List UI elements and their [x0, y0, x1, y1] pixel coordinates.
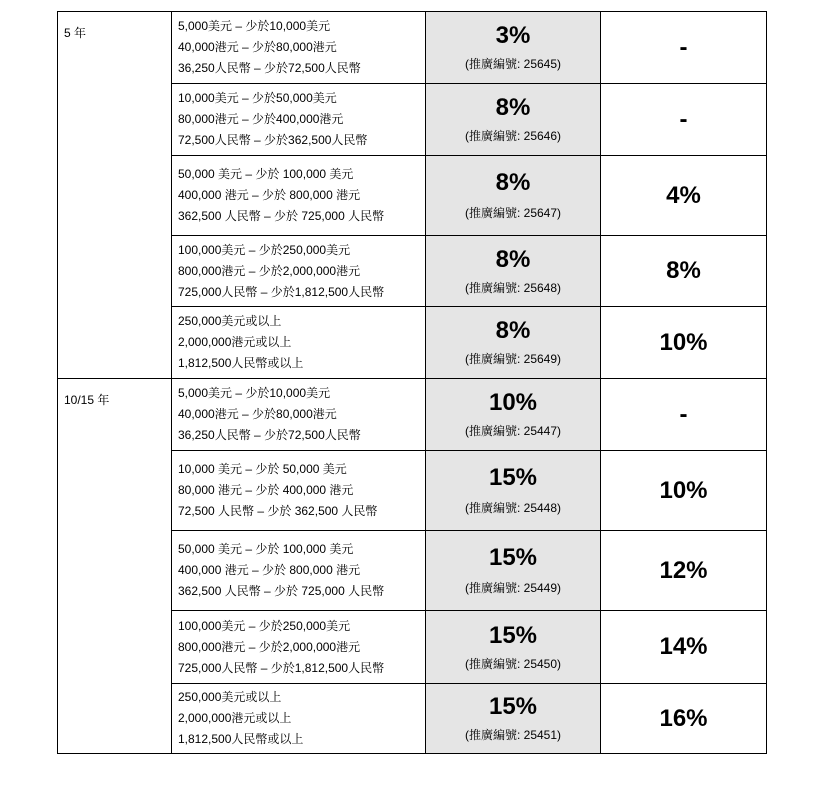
amount-cell — [172, 531, 426, 611]
amount-cell — [172, 379, 426, 451]
extra-rate-value: 8% — [666, 257, 701, 284]
promo-code: (推廣編號: 25450) — [464, 656, 562, 671]
amount-usd: 250,000美元或以上 — [178, 314, 282, 328]
base-rate-cell — [426, 684, 601, 754]
base-rate-cell — [426, 84, 601, 156]
base-rate-value: 8% — [495, 169, 531, 196]
amount-hkd: 80,000港元 – 少於400,000港元 — [178, 112, 344, 126]
amount-hkd: 400,000 港元 – 少於 800,000 港元 — [178, 563, 361, 577]
amount-rmb: 72,500 人民幣 – 少於 362,500 人民幣 — [178, 504, 378, 518]
base-rate-value: 15% — [488, 693, 538, 720]
promo-code: (推廣編號: 25449) — [464, 581, 562, 595]
base-rate-value: 8% — [495, 317, 531, 344]
promo-code: (推廣編號: 25448) — [464, 501, 562, 515]
amount-rmb: 725,000人民幣 – 少於1,812,500人民幣 — [178, 660, 385, 675]
amount-cell — [172, 307, 426, 379]
extra-rate-cell — [601, 156, 767, 236]
extra-rate-cell — [601, 531, 767, 611]
extra-rate-cell — [601, 12, 767, 84]
extra-rate-cell — [601, 236, 767, 307]
amount-cell — [172, 236, 426, 307]
amount-usd: 10,000美元 – 少於50,000美元 — [178, 91, 337, 105]
base-rate-cell — [426, 307, 601, 379]
rebate-rate-table-body — [58, 12, 767, 754]
promo-code: (推廣編號: 25649) — [464, 352, 562, 366]
amount-rmb: 72,500人民幣 – 少於362,500人民幣 — [178, 133, 368, 147]
extra-rate-cell — [601, 379, 767, 451]
extra-rate-value: 10% — [659, 328, 708, 356]
base-rate-value: 15% — [488, 544, 538, 571]
base-rate-value: 10% — [488, 389, 538, 416]
promo-code: (推廣編號: 25647) — [464, 206, 562, 220]
extra-rate-cell — [601, 611, 767, 684]
base-rate-value: 8% — [495, 94, 531, 121]
extra-rate-cell — [601, 84, 767, 156]
term-cell: 10/15 年 — [58, 379, 172, 754]
base-rate-cell — [426, 451, 601, 531]
amount-hkd: 40,000港元 – 少於80,000港元 — [178, 40, 337, 54]
base-rate-value: 3% — [495, 22, 531, 49]
table-row — [58, 12, 767, 84]
base-rate-value: 15% — [488, 621, 538, 649]
amount-cell — [172, 451, 426, 531]
promo-code: (推廣編號: 25645) — [464, 57, 562, 71]
extra-rate-value: 16% — [659, 704, 708, 732]
base-rate-value: 8% — [495, 245, 531, 273]
amount-usd: 10,000 美元 – 少於 50,000 美元 — [178, 462, 347, 476]
extra-rate-cell — [601, 451, 767, 531]
amount-rmb: 36,250人民幣 – 少於72,500人民幣 — [178, 61, 361, 75]
amount-usd: 50,000 美元 – 少於 100,000 美元 — [178, 542, 354, 556]
base-rate-cell — [426, 12, 601, 84]
amount-rmb: 725,000人民幣 – 少於1,812,500人民幣 — [178, 284, 385, 299]
amount-cell — [172, 684, 426, 754]
amount-hkd: 40,000港元 – 少於80,000港元 — [178, 407, 337, 421]
amount-usd: 5,000美元 – 少於10,000美元 — [178, 386, 331, 400]
amount-cell — [172, 12, 426, 84]
promo-code: (推廣編號: 25447) — [464, 424, 562, 438]
extra-rate-value: - — [679, 400, 688, 428]
extra-rate-value: 4% — [666, 181, 701, 209]
promo-code: (推廣編號: 25646) — [464, 129, 562, 143]
amount-usd: 50,000 美元 – 少於 100,000 美元 — [178, 167, 354, 181]
base-rate-cell — [426, 156, 601, 236]
base-rate-cell — [426, 379, 601, 451]
amount-hkd: 800,000港元 – 少於2,000,000港元 — [178, 263, 361, 278]
amount-usd: 5,000美元 – 少於10,000美元 — [178, 19, 331, 33]
amount-hkd: 800,000港元 – 少於2,000,000港元 — [178, 639, 361, 654]
amount-usd: 100,000美元 – 少於250,000美元 — [178, 242, 351, 257]
amount-rmb: 36,250人民幣 – 少於72,500人民幣 — [178, 428, 361, 442]
amount-usd: 100,000美元 – 少於250,000美元 — [178, 618, 351, 633]
extra-rate-cell — [601, 307, 767, 379]
amount-hkd: 2,000,000港元或以上 — [178, 335, 292, 349]
amount-cell — [172, 611, 426, 684]
amount-hkd: 2,000,000港元或以上 — [178, 711, 292, 725]
amount-rmb: 362,500 人民幣 – 少於 725,000 人民幣 — [178, 584, 385, 598]
rebate-rate-table — [57, 11, 767, 754]
extra-rate-cell — [601, 684, 767, 754]
base-rate-cell — [426, 236, 601, 307]
extra-rate-value: 10% — [659, 476, 708, 504]
extra-rate-value: 12% — [659, 556, 708, 584]
table-row — [58, 379, 767, 451]
base-rate-cell — [426, 611, 601, 684]
amount-usd: 250,000美元或以上 — [178, 690, 282, 704]
extra-rate-value: - — [679, 105, 688, 133]
promo-code: (推廣編號: 25648) — [464, 280, 562, 295]
term-cell: 5 年 — [58, 12, 172, 379]
amount-rmb: 1,812,500人民幣或以上 — [178, 356, 304, 370]
amount-rmb: 1,812,500人民幣或以上 — [178, 732, 304, 746]
amount-cell — [172, 156, 426, 236]
extra-rate-value: 14% — [659, 633, 708, 660]
amount-rmb: 362,500 人民幣 – 少於 725,000 人民幣 — [178, 209, 385, 223]
amount-cell — [172, 84, 426, 156]
base-rate-cell — [426, 531, 601, 611]
base-rate-value: 15% — [488, 464, 538, 491]
amount-hkd: 400,000 港元 – 少於 800,000 港元 — [178, 188, 361, 202]
amount-hkd: 80,000 港元 – 少於 400,000 港元 — [178, 483, 354, 497]
extra-rate-value: - — [679, 33, 688, 61]
promo-code: (推廣編號: 25451) — [464, 728, 562, 742]
